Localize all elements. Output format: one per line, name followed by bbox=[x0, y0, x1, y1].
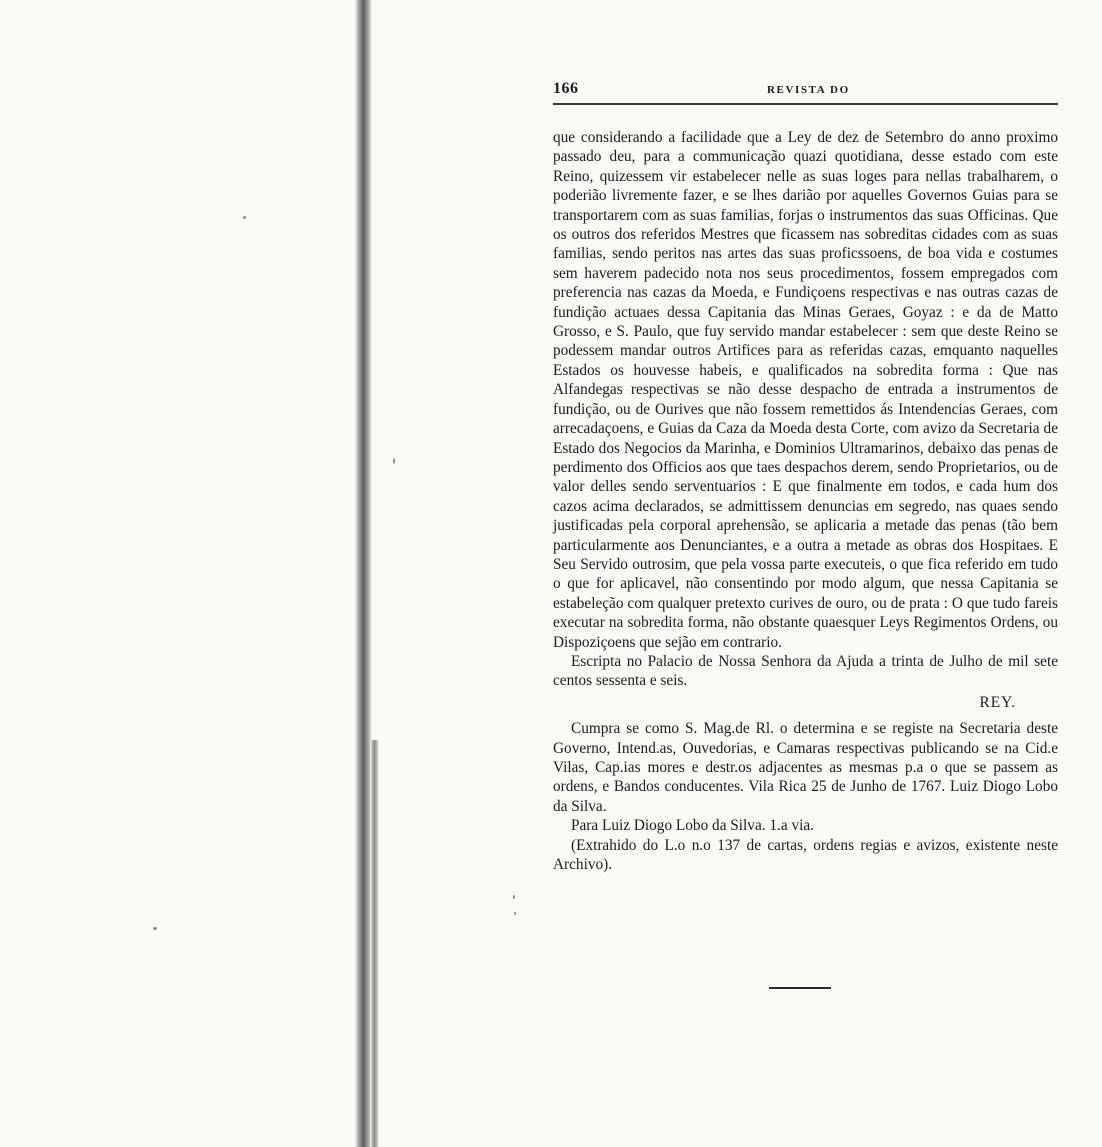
scan-speck bbox=[153, 927, 157, 930]
closing-rule bbox=[769, 987, 831, 989]
body-paragraph: que considerando a facilidade que a Ley de dez de Setembro do anno proximo passado deu, para a communicação quazi quotidiana, desse estado com este Reino, quizessem vir estabelecer nelle as suas loges para nellas trabalharem, o poderião livremente fazer, e se lhes darião por aquelles Governos Guias para se transportarem com as suas familias, forjas o instrumentos das suas Officinas. Que os outros dos referidos Mestres que ficassem nas sobreditas cidades com as suas familias, sendo peritos nas artes das suas proficssoens, de boa vida e costumes sem haverem padecido nota nos seus procedimentos, fossem empregados com preferencia nas cazas da Moeda, e Fundiçoens respectivas e nas outras cazas de fundição actuaes dessa Capitania das Minas Geraes, Goyaz : e da de Matto Grosso, e S. Paulo, que fuy servido mandar estabelecer : sem que deste Reino se podessem mandar outros Artifices para as referidas cazas, emquanto naquelles Estados os houvesse habeis, e qualificados na sobredita forma : Que nas Alfandegas respectivas se não desse despacho de entrada a instrumentos de fundição, ou de Ourives que não fossem remettidos ás Intendencias Geraes, com arrecadaçoens, e Guias da Caza da Moeda desta Corte, com avizo da Secretaria de Estado dos Negocios da Marinha, e Dominios Ultramarinos, debaixo das penas de perdimento dos Officios aos que taes despachos derem, sendo Proprietarios, ou de valor delles sendo serventuarios : E que finalmente em todos, e cada hum dos cazos acima declarados, se admittissem denuncias em segredo, nas quaes sendo justificadas pela corporal aprehensão, se aplicaria a metade das penas (tão bem particularmente aos Denunciantes, e a outra a metade as obras dos Hospitaes. E Seu Servido outrosim, que pela vossa parte executeis, o que fica referido em tudo o que for aplicavel, não consentindo por modo algum, que nessa Capitania se estabeleção com qualquer pretexto curives de ouro, ou de prata : O que tudo fareis executar na sobredita forma, não obstante quaesquer Leys Regimentos Ordens, ou Dispoziçoens que sejão em contrario. bbox=[553, 129, 1058, 651]
royal-signature: REY. bbox=[979, 693, 1016, 711]
scan-speck bbox=[243, 216, 246, 219]
running-head: REVISTA DO bbox=[767, 84, 850, 96]
header-rule bbox=[553, 103, 1058, 105]
dateline-paragraph: Escripta no Palacio de Nossa Senhora da Ajuda a trinta de Julho de mil sete centos sessenta e seis. bbox=[553, 652, 1058, 690]
order-paragraph: Cumpra se como S. Mag.de Rl. o determina e se registe na Secretaria deste Governo, Intend.as, Ouvedorias, e Camaras respectivas publicando se na Cid.e Vilas, Cap.ias mores e destr.os adjacentes as mesmas p.a o que se passem as ordens, e Bandos conducentes. Vila Rica 25 de Junho de 1767. Luiz Diogo Lobo da Silva. bbox=[553, 720, 1058, 815]
book-gutter-shadow-lower bbox=[370, 740, 379, 1147]
scan-speck bbox=[514, 912, 516, 915]
page-number: 166 bbox=[553, 80, 579, 97]
addressee-line: Para Luiz Diogo Lobo da Silva. 1.a via. bbox=[571, 817, 814, 835]
scan-speck bbox=[393, 458, 395, 464]
scan-speck bbox=[513, 895, 515, 899]
source-note: (Extrahido do L.o n.o 137 de cartas, ordens regias e avizos, existente neste Archivo). bbox=[553, 836, 1058, 874]
page-header bbox=[553, 80, 1058, 104]
page-body bbox=[553, 128, 1058, 874]
